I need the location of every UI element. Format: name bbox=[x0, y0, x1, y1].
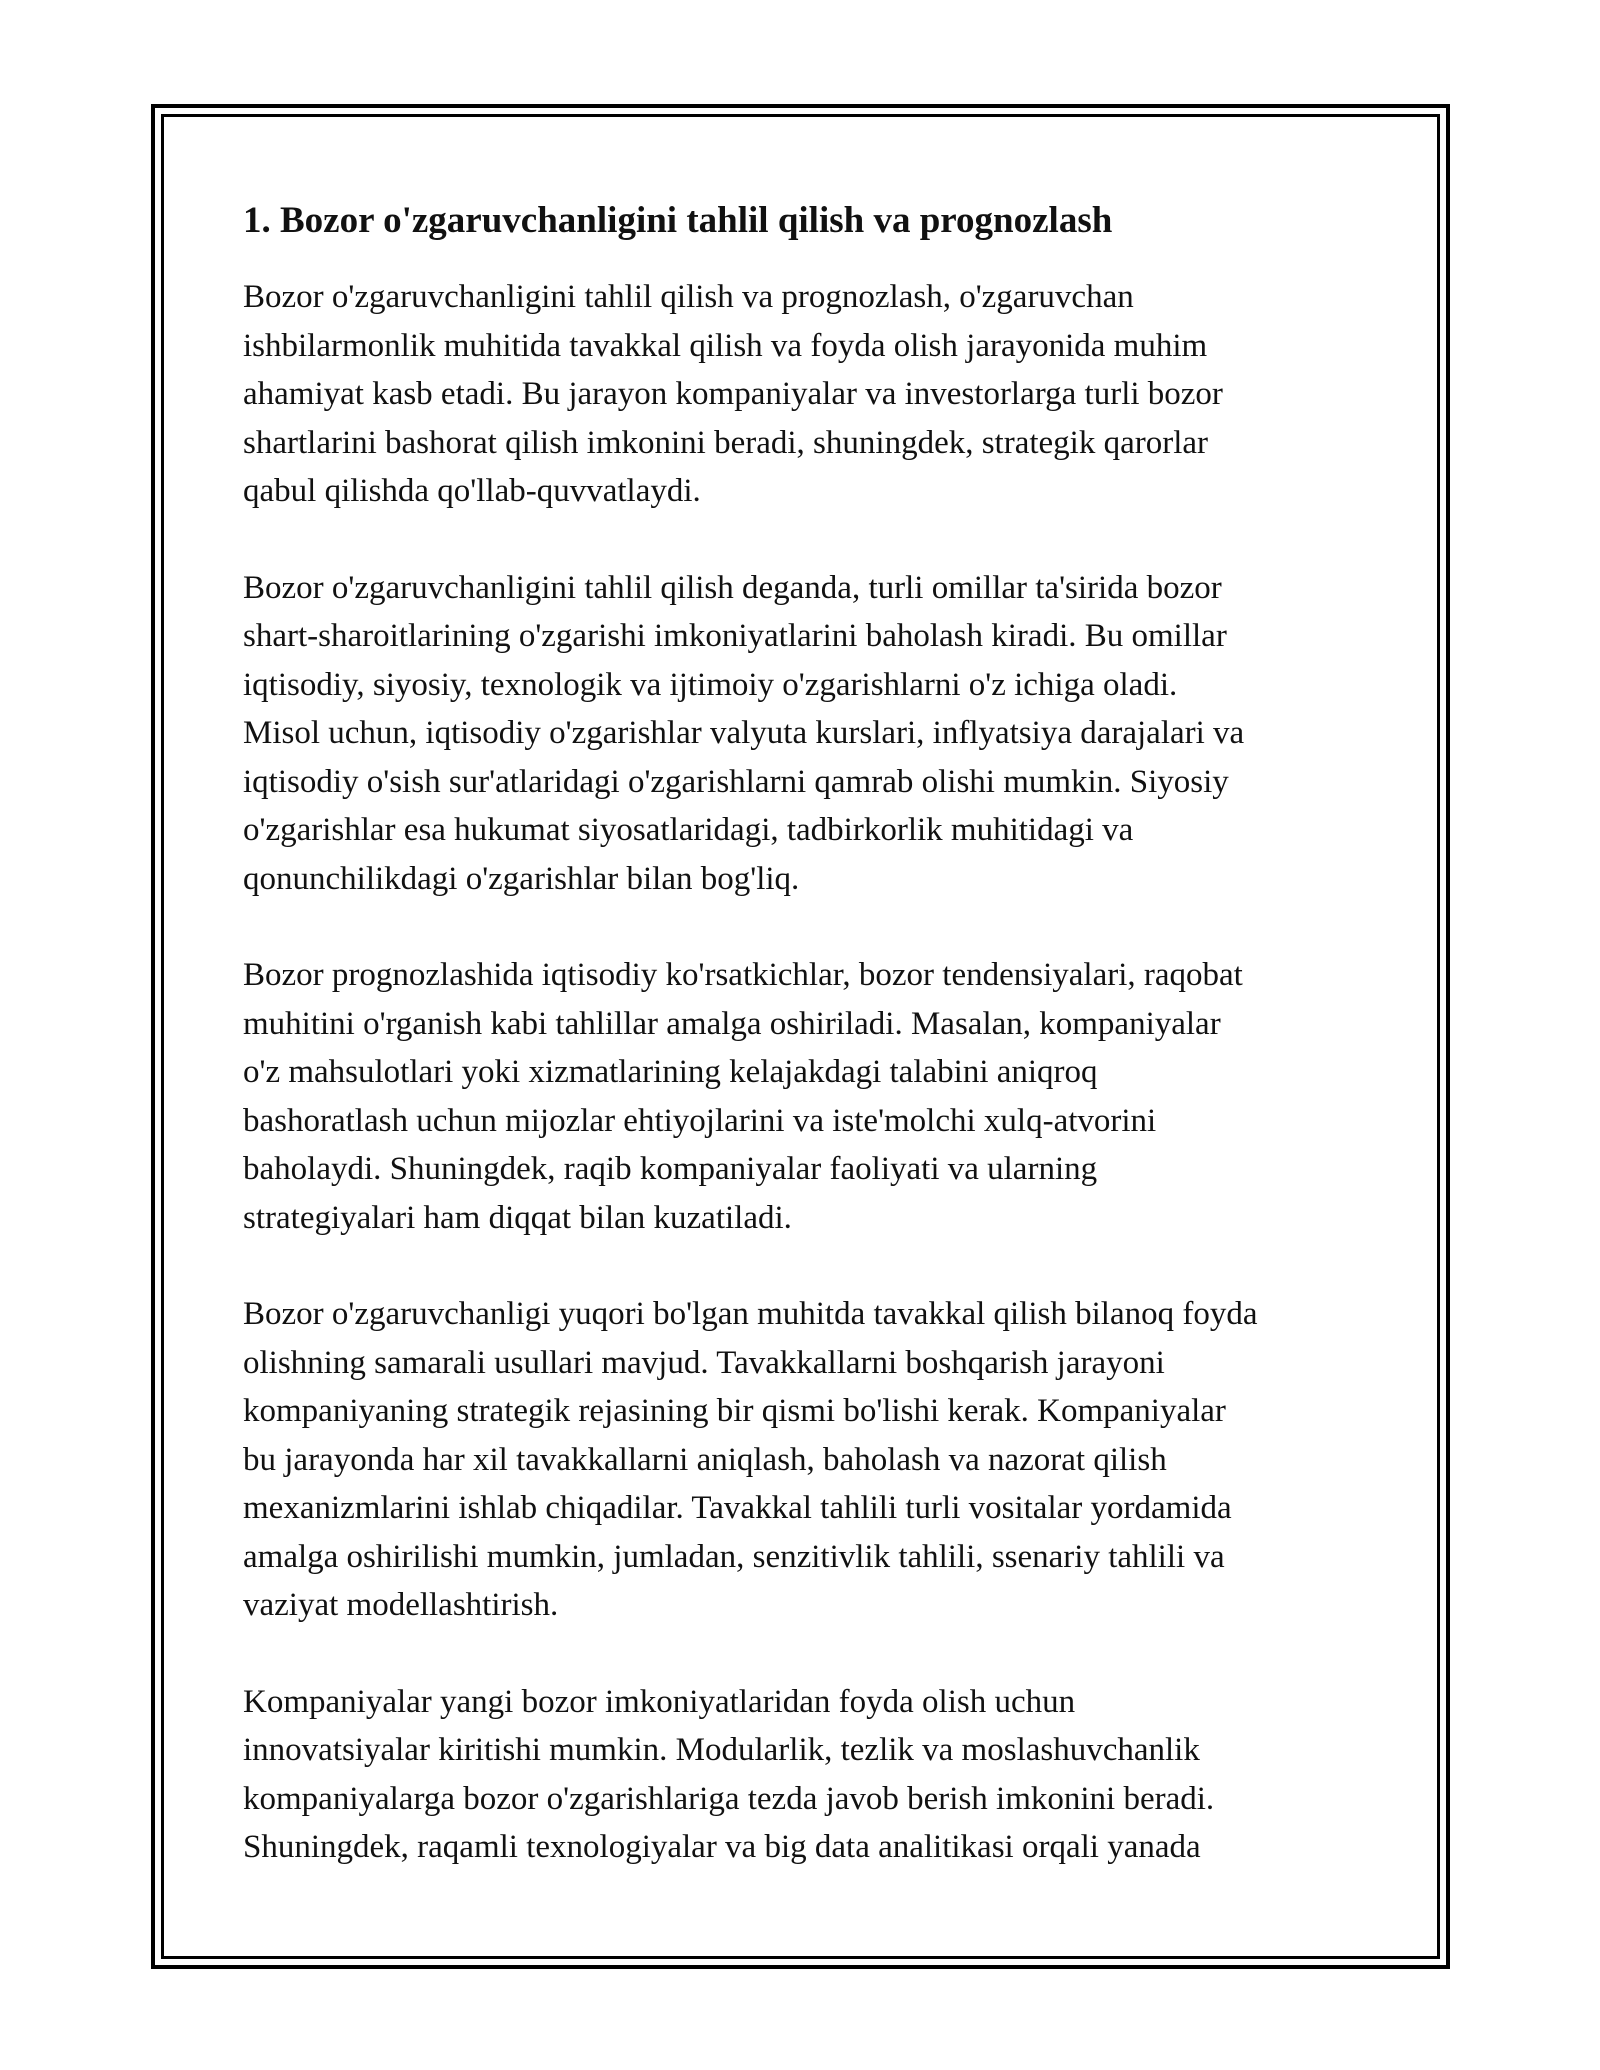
text-line: o'z mahsulotlari yoki xizmatlarining kelajakdagi talabini aniqroq bbox=[243, 1054, 1098, 1090]
paragraph-3 bbox=[243, 951, 1393, 1242]
text-line: baholaydi. Shuningdek, raqib kompaniyalar faoliyati va ularning bbox=[243, 1151, 1098, 1187]
paragraph-5 bbox=[243, 1678, 1393, 1872]
text-line: muhitini o'rganish kabi tahlillar amalga oshiriladi. Masalan, kompaniyalar bbox=[243, 1005, 1221, 1042]
text-line: innovatsiyalar kiritishi mumkin. Modularlik, tezlik va moslashuvchanlik bbox=[243, 1732, 1200, 1768]
text-line: Kompaniyalar yangi bozor imkoniyatlaridan foyda olish uchun bbox=[243, 1683, 1076, 1720]
text-line: kompaniyalarga bozor o'zgarishlariga tezda javob berish imkonini beradi. bbox=[243, 1780, 1215, 1817]
paragraph-1 bbox=[243, 273, 1393, 516]
paragraph-4 bbox=[243, 1290, 1393, 1630]
text-line: Bozor prognozlashida iqtisodiy ko'rsatkichlar, bozor tendensiyalari, raqobat bbox=[243, 957, 1243, 993]
text-line: Misol uchun, iqtisodiy o'zgarishlar valyuta kurslari, inflyatsiya darajalari va bbox=[243, 715, 1245, 751]
text-line: ishbilarmonlik muhitida tavakkal qilish va foyda olish jarayonida muhim bbox=[243, 327, 1208, 364]
text-line: mexanizmlarini ishlab chiqadilar. Tavakkal tahlili turli vositalar yordamida bbox=[243, 1490, 1232, 1526]
text-line: olishning samarali usullari mavjud. Tavakkallarni boshqarish jarayoni bbox=[243, 1344, 1165, 1381]
text-line: qabul qilishda qo'llab-quvvatlaydi. bbox=[243, 473, 701, 509]
text-line: shart-sharoitlarining o'zgarishi imkoniyatlarini baholash kiradi. Bu omillar bbox=[243, 618, 1227, 654]
text-line: iqtisodiy, siyosiy, texnologik va ijtimoiy o'zgarishlarni o'z ichiga oladi. bbox=[243, 666, 1178, 703]
text-line: Bozor o'zgaruvchanligini tahlil qilish deganda, turli omillar ta'sirida bozor bbox=[243, 569, 1222, 606]
text-line: bu jarayonda har xil tavakkallarni aniqlash, baholash va nazorat qilish bbox=[243, 1441, 1167, 1478]
text-line: bashoratlash uchun mijozlar ehtiyojlarini va iste'molchi xulq-atvorini bbox=[243, 1102, 1157, 1139]
text-line: ahamiyat kasb etadi. Bu jarayon kompaniyalar va investorlarga turli bozor bbox=[243, 376, 1223, 412]
text-line: Shuningdek, raqamli texnologiyalar va big data analitikasi orqali yanada bbox=[243, 1829, 1201, 1865]
text-line: amalga oshirilishi mumkin, jumladan, senzitivlik tahlili, ssenariy tahlili va bbox=[243, 1538, 1225, 1575]
text-line: qonunchilikdagi o'zgarishlar bilan bog'liq. bbox=[243, 860, 800, 897]
page-border-inner bbox=[161, 114, 1440, 1959]
page-border bbox=[151, 104, 1450, 1969]
text-line: strategiyalari ham diqqat bilan kuzatiladi. bbox=[243, 1199, 792, 1236]
text-line: Bozor o'zgaruvchanligini tahlil qilish va prognozlash, o'zgaruvchan bbox=[243, 279, 1134, 315]
text-line: iqtisodiy o'sish sur'atlaridagi o'zgarishlarni qamrab olishi mumkin. Siyosiy bbox=[243, 763, 1229, 800]
text-line: o'zgarishlar esa hukumat siyosatlaridagi, tadbirkorlik muhitidagi va bbox=[243, 812, 1134, 848]
text-line: shartlarini bashorat qilish imkonini beradi, shuningdek, strategik qarorlar bbox=[243, 424, 1209, 461]
text-line: kompaniyaning strategik rejasining bir qismi bo'lishi kerak. Kompaniyalar bbox=[243, 1393, 1226, 1429]
text-line: Bozor o'zgaruvchanligi yuqori bo'lgan muhitda tavakkal qilish bilanoq foyda bbox=[243, 1296, 1258, 1332]
paragraph-2 bbox=[243, 564, 1393, 904]
text-line: vaziyat modellashtirish. bbox=[243, 1587, 559, 1623]
document-body bbox=[243, 195, 1393, 1920]
section-heading: 1. Bozor o'zgaruvchanligini tahlil qilish va prognozlash bbox=[243, 200, 1113, 241]
